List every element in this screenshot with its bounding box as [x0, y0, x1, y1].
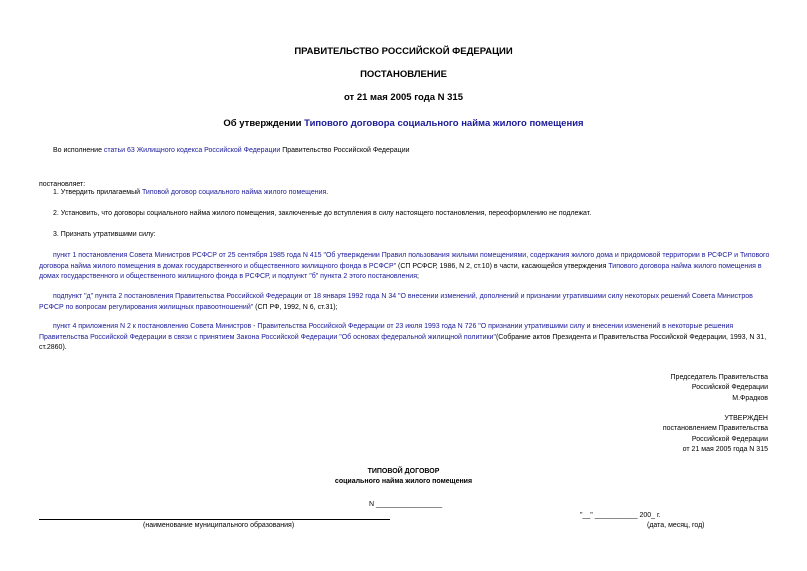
repealed-item-1	[39, 251, 771, 283]
repealed-1-mid: (СП РСФСР, 1986, N 2, ст.10) в части, касающейся утверждения	[396, 262, 609, 270]
signature-block	[671, 373, 768, 404]
item-3: 3. Признать утратившими силу:	[53, 231, 156, 238]
repealed-2-end: (СП РФ, 1992, N 6, ст.31);	[253, 303, 338, 311]
repealed-1-link[interactable]: пункт 1 постановления Совета Министров РСФСР от 25 сентября 1985 года N 415 "Об утверждении Правил пользования жилыми помещениями, содержания жилого дома и придомовой территории в РСФСР и Типового договора найма жилого помещения в домах государственного и общественного жилищного фонда в РСФСР"	[39, 252, 770, 270]
repealed-1-link-2[interactable]: Типового договора найма жилого помещения в домах государственного и общественного жилищного фонда в РСФСР, и подпункт "б" пункта 2 этого постановления	[39, 262, 762, 280]
repealed-1-end: ;	[416, 273, 419, 280]
intro-suffix: Правительство Российской Федерации	[280, 147, 410, 154]
repealed-item-2	[39, 292, 771, 313]
title-prefix: Об утверждении	[223, 118, 305, 129]
document-title	[0, 118, 807, 129]
signature-position: Председатель Правительства	[670, 374, 768, 381]
typical-contract-link[interactable]: Типовой договор социального найма жилого помещения	[141, 189, 327, 196]
item-1-suffix: .	[326, 189, 329, 196]
title-link[interactable]: Типового договора социального найма жилого помещения	[304, 118, 584, 129]
repealed-item-3	[39, 322, 771, 354]
intro-prefix: Во исполнение	[53, 147, 104, 154]
approved-block	[663, 414, 768, 455]
intro-paragraph	[53, 146, 410, 157]
decree-word: постановляет:	[39, 181, 86, 188]
document-date-number: от 21 мая 2005 года N 315	[343, 92, 464, 103]
item-1	[53, 188, 328, 199]
approved-title: УТВЕРЖДЕН	[724, 415, 768, 422]
approved-by: постановлением Правительства	[662, 425, 768, 433]
government-title: ПРАВИТЕЛЬСТВО РОССИЙСКОЙ ФЕДЕРАЦИИ	[294, 46, 513, 57]
contract-title: ТИПОВОЙ ДОГОВОР	[367, 468, 440, 475]
date-caption: (дата, месяц, год)	[647, 522, 705, 529]
approved-country: Российской Федерации	[691, 435, 768, 443]
contract-number: N _________________	[369, 501, 443, 508]
signature-country: Российской Федерации	[691, 384, 768, 392]
municipality-caption: (наименование муниципального образования)	[143, 522, 295, 529]
item-2: 2. Установить, что договоры социального найма жилого помещения, заключенные до вступления в силу настоящего постановления, переоформлению не подлежат.	[53, 210, 592, 217]
municipality-line	[39, 519, 390, 520]
item-1-prefix: 1. Утвердить прилагаемый	[53, 189, 142, 196]
contract-date-blank: "__" ___________ 200_ г.	[580, 512, 661, 519]
repealed-2-link[interactable]: подпункт "д" пункта 2 постановления Правительства Российской Федерации от 18 января 1992 года N 34 "О внесении изменений, дополнений и признании утратившими силу некоторых решений Совета Министров РСФСР по вопросам регулирования жилищных правоотношений"	[39, 293, 753, 311]
approved-date: от 21 мая 2005 года N 315	[682, 445, 768, 453]
document-type: ПОСТАНОВЛЕНИЕ	[360, 69, 447, 80]
signature-name: М.Фрадков	[732, 394, 768, 402]
repealed-3-end: (Собрание актов Президента и Правительства Российской Федерации, 1993, N 31, ст.2860).	[39, 333, 767, 351]
repealed-3-link[interactable]: пункт 4 приложения N 2 к постановлению Совета Министров - Правительства Российской Федерации от 23 июля 1993 года N 726 "О признании утратившими силу и внесении изменений в некоторые решения Правительства Российской Федерации в связи с принятием Закона Российской Федерации "Об основах федеральной жилищной политики"	[39, 323, 734, 341]
contract-subtitle: социального найма жилого помещения	[334, 478, 473, 485]
housing-code-article-link[interactable]: статьи 63 Жилищного кодекса Российской Федерации	[103, 147, 281, 154]
